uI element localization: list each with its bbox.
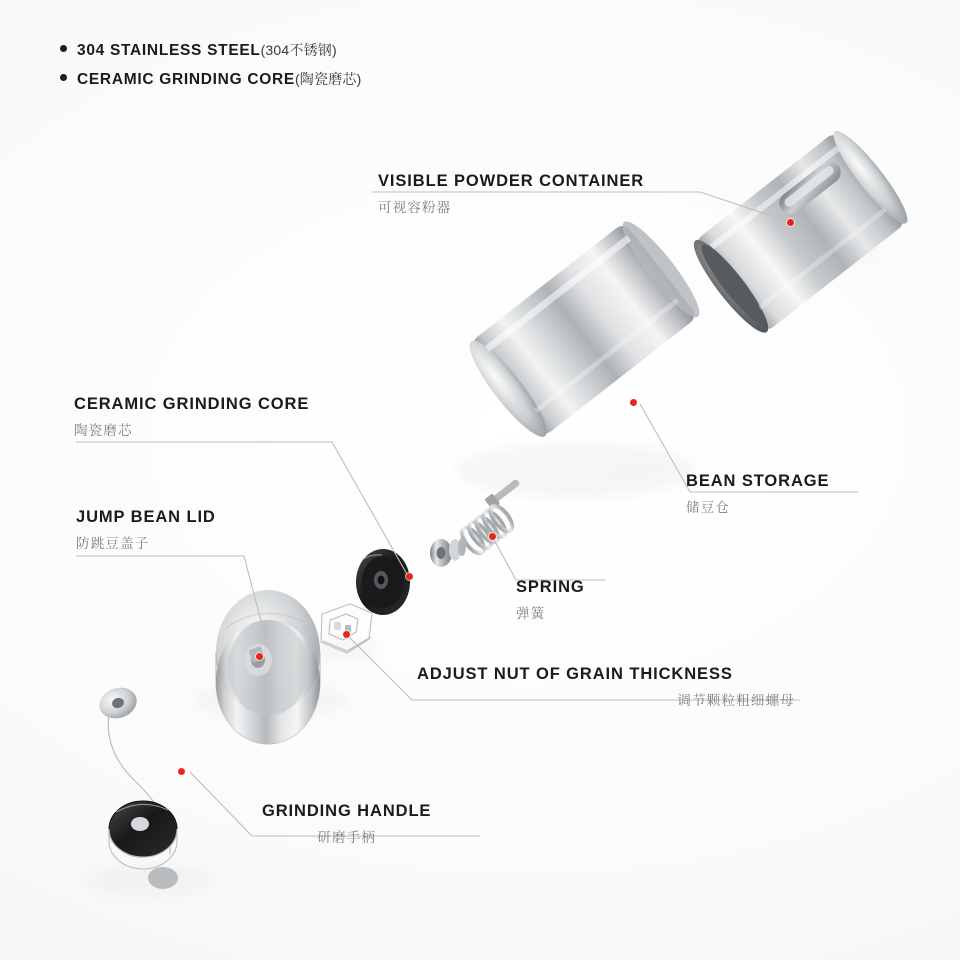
callout-label-cn: 调节颗粒粗细螺母: [677, 692, 795, 708]
callout-jump-bean-lid: [76, 508, 216, 552]
callout-label-en: GRINDING HANDLE: [262, 802, 432, 820]
red-marker-dot-icon: [178, 768, 185, 775]
part-grinding-handle: [95, 683, 178, 889]
leader-spring: [492, 536, 606, 580]
callout-label-en: BEAN STORAGE: [686, 472, 830, 490]
red-marker-dot-icon: [406, 573, 413, 580]
callout-grinding-handle: [262, 802, 431, 846]
callout-label-cn: 防跳豆盖子: [76, 535, 150, 551]
part-washers: [430, 538, 466, 567]
callout-label-cn: 可视容粉器: [378, 199, 452, 215]
callout-label-en: JUMP BEAN LID: [76, 508, 216, 526]
callout-label-cn: 研磨手柄: [317, 829, 377, 845]
callout-label-cn: 陶瓷磨芯: [74, 422, 133, 438]
part-jump-bean-lid: [216, 590, 320, 744]
material-label-en: CERAMIC GRINDING CORE: [77, 71, 295, 88]
callout-ceramic-grinding-core: [74, 395, 309, 439]
material-label-cn: (陶瓷磨芯): [294, 71, 362, 87]
callout-visible-powder-container: [378, 172, 644, 216]
callout-spring: [516, 578, 585, 622]
callout-adjust-nut: [417, 665, 795, 709]
red-marker-dot-icon: [256, 653, 263, 660]
part-visible-powder-container: [685, 124, 916, 340]
callout-label-en: SPRING: [516, 578, 585, 596]
callout-label-cn: 储豆仓: [686, 499, 731, 515]
red-marker-dot-icon: [630, 399, 637, 406]
material-label-en: 304 STAINLESS STEEL: [77, 42, 261, 59]
red-marker-dot-icon: [489, 533, 496, 540]
red-marker-dot-icon: [343, 631, 350, 638]
callout-label-en: CERAMIC GRINDING CORE: [74, 395, 310, 413]
callout-label-cn: 弹簧: [516, 605, 546, 621]
callout-label-en: VISIBLE POWDER CONTAINER: [378, 172, 645, 190]
material-label-cn: (304不锈钢): [260, 42, 337, 58]
part-spring: [458, 502, 516, 556]
red-marker-dot-icon: [787, 219, 794, 226]
callout-bean-storage: [686, 472, 829, 516]
part-ceramic-grinding-core: [356, 549, 410, 615]
callout-label-en: ADJUST NUT OF GRAIN THICKNESS: [417, 665, 733, 683]
